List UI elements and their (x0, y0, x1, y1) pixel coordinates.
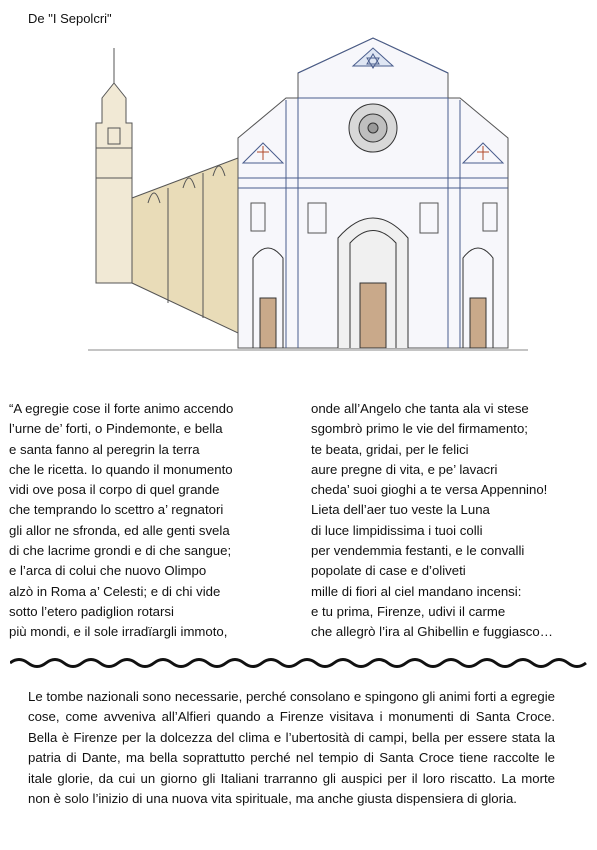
poem-line: più mondi, e il sole irradïargli immoto, (9, 624, 228, 640)
poem-line: di luce limpidissima i tuoi colli (311, 522, 483, 538)
church-facade-drawing (88, 28, 528, 358)
poem-line: alzò in Roma a’ Celesti; e di chi vide (9, 583, 221, 599)
poem-line: cheda’ suoi gioghi a te versa Appennino! (311, 482, 548, 498)
poem-line: di che lacrime grondi e di che sangue; (9, 543, 232, 559)
poem-line: aure pregne di vita, e pe’ lavacri (311, 461, 498, 477)
poem-line: che allegrò l’ira al Ghibellin e fuggiasco… (311, 624, 553, 640)
poem-line: che temprando lo scettro a’ regnatori (9, 502, 224, 518)
poem-line: Lieta dell’aer tuo veste la Luna (311, 502, 490, 518)
poem-line: “A egregie cose il forte animo accendo (9, 401, 234, 416)
poem-line: l’urne de’ forti, o Pindemonte, e bella (9, 421, 223, 437)
wavy-divider (10, 656, 588, 670)
poem-line: te beata, gridai, per le felici (311, 441, 469, 457)
poem-line: che le ricetta. Io quando il monumento (9, 461, 233, 477)
poem-line: sotto l’etero padiglion rotarsi (9, 603, 174, 619)
page-title: De "I Sepolcri" (28, 11, 112, 26)
poem-line: e santa fanno al peregrin la terra (9, 441, 200, 457)
poem-line: per vendemmia festanti, e le convalli (311, 543, 525, 559)
poem-right-column (311, 399, 553, 643)
poem-line: sgombrò primo le vie del firmamento; (311, 421, 528, 437)
summary-paragraph: Le tombe nazionali sono necessarie, perché consolano e spingono gli animi forti a egregie cose, come avveniva all’Alfieri quando a Firenze visitava i monumenti di Santa Croce. Bella è Firenze per la dolcezza del clima e l’ubertosità di campi, bella per essere stata la patria di Dante, ma bella soprattutto perché nel tempio di Santa Croce tiene raccolte le itale glorie, da cui un giorno gli Italiani trarranno gli auspici per il loro riscatto. La morte non è solo l’inizio di una nuova vita spirituale, ma anche giusta dispensiera di gloria. (28, 689, 555, 807)
poem-line: popolate di case e d’oliveti (311, 563, 466, 579)
poem-line: e l’arca di colui che nuovo Olimpo (9, 563, 207, 579)
poem-left-column (9, 399, 233, 643)
poem-line: e tu prima, Firenze, udivi il carme (311, 603, 506, 619)
poem-line: onde all’Angelo che tanta ala vi stese (311, 401, 529, 416)
poem-line: vidi ove posa il corpo di quel grande (9, 482, 220, 498)
poem-line: mille di fiori al ciel mandano incensi: (311, 583, 522, 599)
poem-line: gli allor ne sfronda, ed alle genti svela (9, 522, 230, 538)
